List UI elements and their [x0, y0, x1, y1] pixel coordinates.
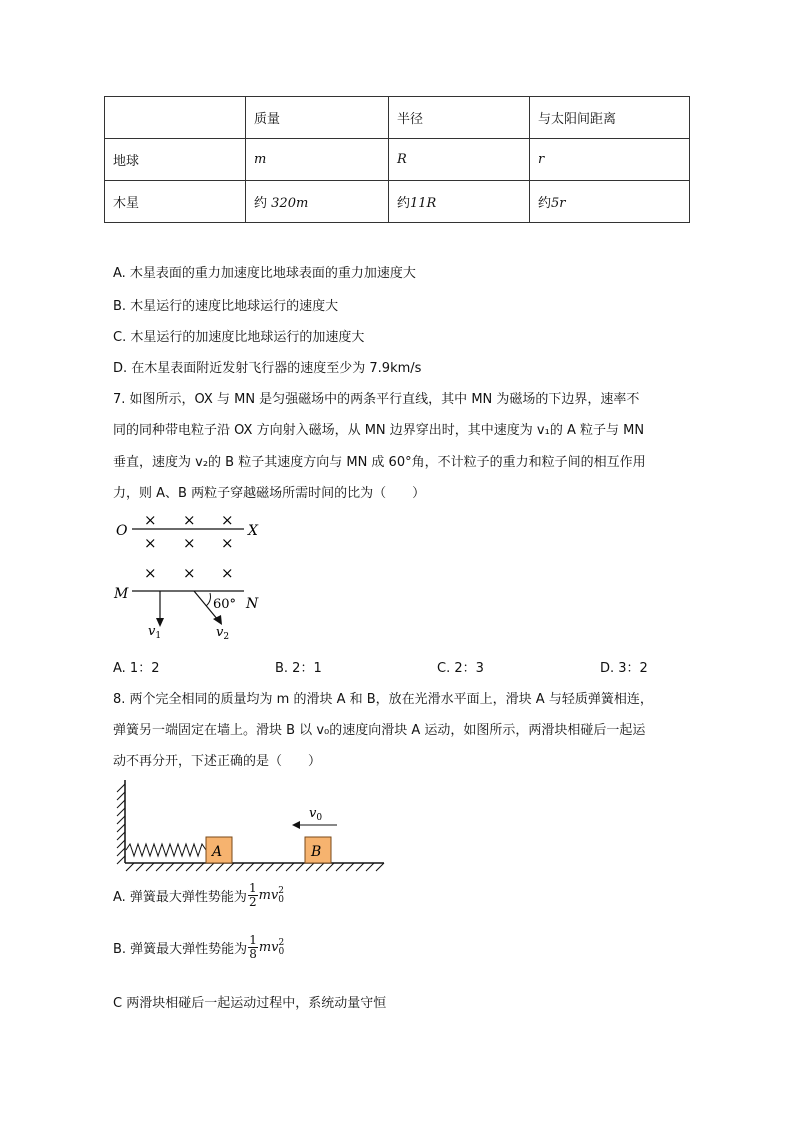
label-v0: $v_0$ — [309, 806, 323, 823]
wall-hatch — [117, 784, 125, 864]
angle-arc — [206, 593, 211, 606]
table-row — [105, 181, 690, 223]
q8-stem-line: 动不再分开，下述正确的是（ ） — [113, 754, 322, 769]
field-cross: × — [221, 511, 234, 529]
table-cell: 约5r — [530, 181, 690, 223]
table-cell: m — [246, 139, 389, 181]
block-a-label: A — [212, 844, 223, 860]
table-cell: r — [530, 139, 690, 181]
table-cell: 木星 — [105, 181, 246, 223]
q8-stem-line: 弹簧另一端固定在墙上。滑块 B 以 v₀的速度向滑块 A 运动，如图所示，两滑块相碰后一起运 — [113, 723, 646, 738]
q6-option-c: C. 木星运行的加速度比地球运行的加速度大 — [113, 330, 365, 345]
field-cross: × — [183, 564, 196, 582]
block-b-label: B — [311, 844, 322, 860]
q8-option-a: A. 弹簧最大弹性势能为 $\frac{1}{2}$ mv 2 0 — [113, 881, 284, 909]
q7-option-a: A. 1：2 — [113, 661, 160, 676]
q7-stem-line: 垂直，速度为 v₂的 B 粒子其速度方向与 MN 成 60°角，不计粒子的重力和粒子间的相互作用 — [113, 455, 646, 470]
q6-option-d: D. 在木星表面附近发射飞行器的速度至少为 7.9km/s — [113, 361, 422, 376]
magnetic-field-figure — [110, 505, 280, 650]
v1-arrowhead — [156, 618, 164, 627]
label-v1: $v_1$ — [148, 624, 162, 641]
q7-stem-line: 力，则 A、B 两粒子穿越磁场所需时间的比为（ ） — [113, 486, 426, 501]
fraction: $\frac{1}{8}$ — [249, 933, 257, 961]
planet-table — [104, 96, 690, 223]
field-cross: × — [183, 511, 196, 529]
spring-block-figure — [112, 778, 387, 878]
q7-option-c: C. 2：3 — [437, 661, 484, 676]
spring — [126, 844, 206, 856]
field-cross: × — [144, 534, 157, 552]
q6-option-a: A. 木星表面的重力加速度比地球表面的重力加速度大 — [113, 266, 416, 281]
ground-hatch — [126, 863, 384, 871]
table-cell: 地球 — [105, 139, 246, 181]
label-n: N — [246, 596, 259, 612]
table-cell: 约 320m — [246, 181, 389, 223]
v0-arrowhead — [292, 821, 300, 829]
q6-option-b: B. 木星运行的速度比地球运行的速度大 — [113, 299, 339, 314]
q7-stem-line: 同的同种带电粒子沿 OX 方向射入磁场，从 MN 边界穿出时，其中速度为 v₁的 A 粒子与 MN — [113, 423, 645, 438]
field-cross: × — [183, 534, 196, 552]
q8-stem-line: 8. 两个完全相同的质量均为 m 的滑块 A 和 B，放在光滑水平面上，滑块 A 与轻质弹簧相连， — [113, 692, 653, 707]
field-cross: × — [144, 564, 157, 582]
label-x: X — [248, 523, 258, 539]
table-header-cell: 半径 — [389, 97, 530, 139]
q7-option-d: D. 3：2 — [600, 661, 648, 676]
table-cell: 约11R — [389, 181, 530, 223]
table-cell: R — [389, 139, 530, 181]
q8-option-c: C 两滑块相碰后一起运动过程中，系统动量守恒 — [113, 996, 387, 1011]
fraction: $\frac{1}{2}$ — [248, 881, 257, 909]
q7-option-b: B. 2：1 — [275, 661, 322, 676]
table-header-cell: 与太阳间距离 — [530, 97, 690, 139]
field-cross: × — [221, 534, 234, 552]
field-cross: × — [144, 511, 157, 529]
label-o: O — [116, 523, 128, 539]
angle-label: 60° — [213, 597, 237, 612]
table-row — [105, 139, 690, 181]
table-header-cell — [105, 97, 246, 139]
q8-option-b: B. 弹簧最大弹性势能为 $\frac{1}{8}$ mv 2 0 — [113, 933, 285, 961]
table-header-row — [105, 97, 690, 139]
label-v2: $v_2$ — [216, 625, 230, 642]
table-header-cell: 质量 — [246, 97, 389, 139]
q7-stem-line: 7. 如图所示，OX 与 MN 是匀强磁场中的两条平行直线，其中 MN 为磁场的下边界，速率不 — [113, 392, 640, 407]
field-cross: × — [221, 564, 234, 582]
label-m: M — [114, 586, 129, 602]
